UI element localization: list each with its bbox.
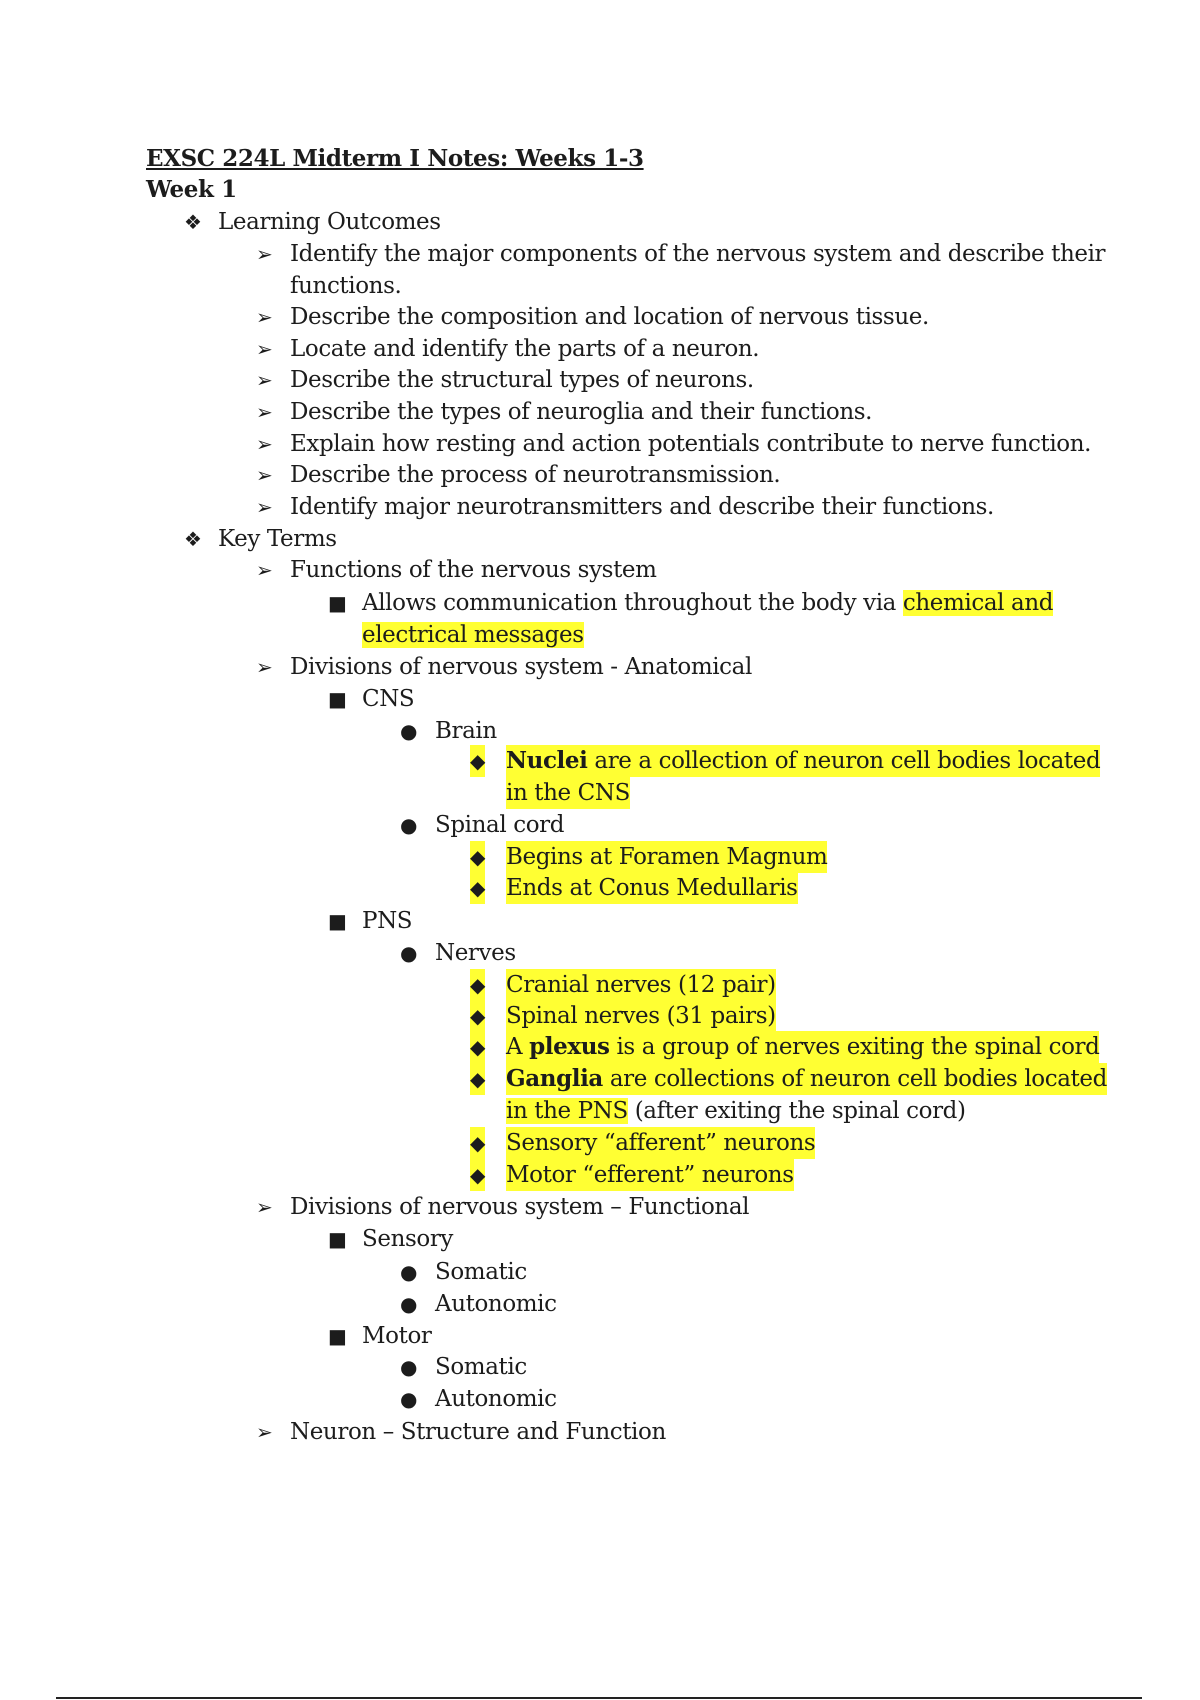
dot-bullet-icon: ● bbox=[400, 1355, 418, 1379]
dot-bullet-icon: ● bbox=[400, 1260, 418, 1284]
square-bullet-icon: ■ bbox=[328, 909, 347, 933]
solid-diamond-bullet-icon: ◆ bbox=[470, 841, 485, 873]
solid-diamond-bullet-icon: ◆ bbox=[470, 745, 485, 777]
list-item: Motor bbox=[362, 1323, 432, 1349]
list-item: Describe the process of neurotransmission. bbox=[290, 462, 781, 488]
solid-diamond-bullet-icon: ◆ bbox=[470, 1159, 485, 1191]
list-item: Divisions of nervous system – Functional bbox=[290, 1194, 750, 1220]
diamond-bullet-icon: ❖ bbox=[184, 210, 202, 234]
highlighted-text: in the PNS bbox=[506, 1098, 628, 1124]
solid-diamond-bullet-icon: ◆ bbox=[470, 1031, 485, 1063]
dot-bullet-icon: ● bbox=[400, 813, 418, 837]
list-item: Brain bbox=[435, 718, 497, 744]
list-item bbox=[362, 587, 1053, 619]
dot-bullet-icon: ● bbox=[400, 1387, 418, 1411]
section-key-terms: Key Terms bbox=[218, 526, 337, 552]
list-item: Sensory bbox=[362, 1226, 454, 1252]
solid-diamond-bullet-icon: ◆ bbox=[470, 872, 485, 904]
list-item: Explain how resting and action potentials contribute to nerve function. bbox=[290, 431, 1092, 457]
list-item: Sensory “afferent” neurons bbox=[506, 1127, 815, 1159]
list-item bbox=[506, 745, 1100, 777]
text-run: are a collection of neuron cell bodies located bbox=[587, 748, 1101, 774]
list-item: Cranial nerves (12 pair) bbox=[506, 969, 776, 1001]
list-item: CNS bbox=[362, 686, 415, 712]
text-run: are collections of neuron cell bodies located bbox=[602, 1066, 1107, 1092]
week-heading: Week 1 bbox=[146, 176, 237, 203]
dot-bullet-icon: ● bbox=[400, 719, 418, 743]
arrow-bullet-icon: ➢ bbox=[256, 463, 273, 487]
list-item bbox=[506, 1031, 1099, 1063]
arrow-bullet-icon: ➢ bbox=[256, 432, 273, 456]
arrow-bullet-icon: ➢ bbox=[256, 337, 273, 361]
arrow-bullet-icon: ➢ bbox=[256, 495, 273, 519]
text-run: Allows communication throughout the body via bbox=[362, 590, 903, 616]
arrow-bullet-icon: ➢ bbox=[256, 1420, 273, 1444]
arrow-bullet-icon: ➢ bbox=[256, 400, 273, 424]
solid-diamond-bullet-icon: ◆ bbox=[470, 969, 485, 1001]
list-item-continuation: functions. bbox=[290, 273, 402, 299]
list-item: PNS bbox=[362, 908, 413, 934]
solid-diamond-bullet-icon: ◆ bbox=[470, 1000, 485, 1032]
section-learning-outcomes: Learning Outcomes bbox=[218, 209, 441, 235]
list-item: Somatic bbox=[435, 1354, 527, 1380]
list-item: Functions of the nervous system bbox=[290, 557, 657, 583]
document-title: EXSC 224L Midterm I Notes: Weeks 1-3 bbox=[146, 145, 644, 172]
list-item: Neuron – Structure and Function bbox=[290, 1419, 666, 1445]
list-item: Locate and identify the parts of a neuron. bbox=[290, 336, 760, 362]
list-item: Somatic bbox=[435, 1259, 527, 1285]
list-item: Describe the types of neuroglia and their functions. bbox=[290, 399, 873, 425]
solid-diamond-bullet-icon: ◆ bbox=[470, 1127, 485, 1159]
list-item: Autonomic bbox=[435, 1291, 557, 1317]
list-item: Ends at Conus Medullaris bbox=[506, 872, 798, 904]
arrow-bullet-icon: ➢ bbox=[256, 305, 273, 329]
dot-bullet-icon: ● bbox=[400, 941, 418, 965]
list-item: Describe the composition and location of nervous tissue. bbox=[290, 304, 929, 330]
arrow-bullet-icon: ➢ bbox=[256, 558, 273, 582]
list-item: Divisions of nervous system - Anatomical bbox=[290, 654, 752, 680]
square-bullet-icon: ■ bbox=[328, 1227, 347, 1251]
list-item-continuation bbox=[506, 1095, 966, 1127]
list-item: Identify major neurotransmitters and describe their functions. bbox=[290, 494, 994, 520]
diamond-bullet-icon: ❖ bbox=[184, 527, 202, 551]
dot-bullet-icon: ● bbox=[400, 1292, 418, 1316]
bold-term: Nuclei bbox=[506, 747, 588, 774]
list-item: Motor “efferent” neurons bbox=[506, 1159, 794, 1191]
highlighted-text: electrical messages bbox=[362, 622, 584, 648]
page-bottom-rule bbox=[56, 1697, 1142, 1699]
arrow-bullet-icon: ➢ bbox=[256, 368, 273, 392]
list-item: Describe the structural types of neurons. bbox=[290, 367, 754, 393]
text-run: is a group of nerves exiting the spinal cord bbox=[609, 1034, 1100, 1060]
square-bullet-icon: ■ bbox=[328, 1324, 347, 1348]
bold-term: Ganglia bbox=[506, 1065, 603, 1092]
list-item: Begins at Foramen Magnum bbox=[506, 841, 827, 873]
solid-diamond-bullet-icon: ◆ bbox=[470, 1063, 485, 1095]
list-item: Autonomic bbox=[435, 1386, 557, 1412]
text-run: A bbox=[506, 1034, 530, 1060]
arrow-bullet-icon: ➢ bbox=[256, 242, 273, 266]
list-item: Identify the major components of the nervous system and describe their bbox=[290, 241, 1106, 267]
list-item-continuation: in the CNS bbox=[506, 777, 630, 809]
arrow-bullet-icon: ➢ bbox=[256, 655, 273, 679]
square-bullet-icon: ■ bbox=[328, 687, 347, 711]
list-item bbox=[506, 1063, 1107, 1095]
list-item: Spinal nerves (31 pairs) bbox=[506, 1000, 776, 1032]
bold-term: plexus bbox=[529, 1033, 610, 1060]
arrow-bullet-icon: ➢ bbox=[256, 1195, 273, 1219]
list-item: Nerves bbox=[435, 940, 516, 966]
list-item-continuation bbox=[362, 619, 584, 651]
list-item: Spinal cord bbox=[435, 812, 565, 838]
square-bullet-icon: ■ bbox=[328, 591, 347, 615]
highlighted-text: chemical and bbox=[902, 590, 1054, 616]
text-run: (after exiting the spinal cord) bbox=[627, 1098, 966, 1124]
